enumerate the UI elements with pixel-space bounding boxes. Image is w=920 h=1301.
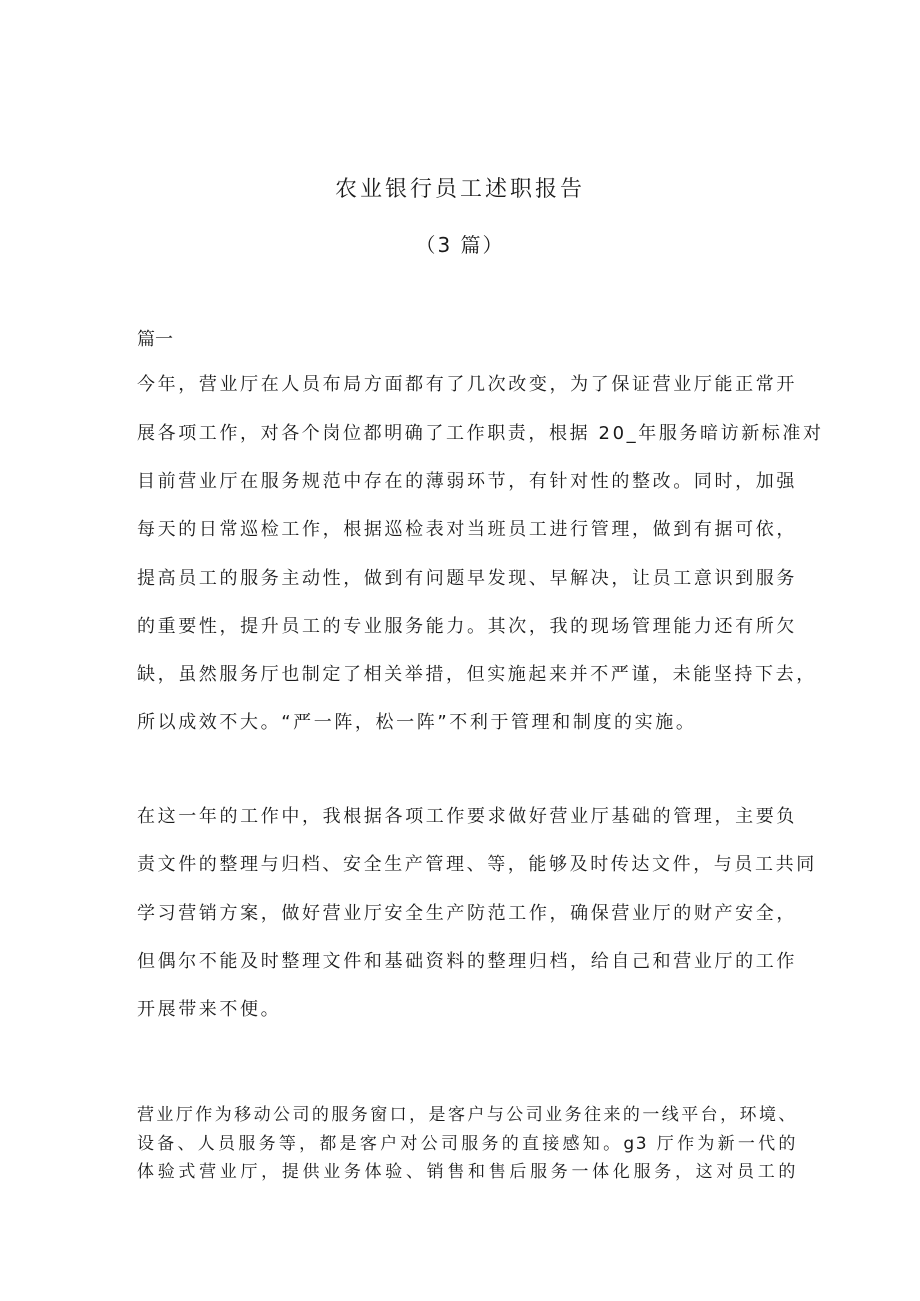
paragraph-line: 展各项工作，对各个岗位都明确了工作职责，根据 20_年服务暗访新标准对 bbox=[137, 423, 824, 444]
section-label: 篇一 bbox=[137, 329, 173, 350]
paragraph-line: 体验式营业厅，提供业务体验、销售和售后服务一体化服务，这对员工的 bbox=[137, 1162, 797, 1182]
paragraph-line: 营业厅作为移动公司的服务窗口，是客户与公司业务往来的一线平台，环境、 bbox=[137, 1105, 797, 1125]
paragraph-line: 开展带来不便。 bbox=[137, 999, 282, 1020]
document-title: 农业银行员工述职报告 bbox=[334, 177, 585, 202]
document-subtitle: （3 篇） bbox=[415, 233, 505, 257]
paragraph-line: 但偶尔不能及时整理文件和基础资料的整理归档，给自己和营业厅的工作 bbox=[137, 951, 797, 972]
paragraph-line: 缺，虽然服务厅也制定了相关举措，但实施起来并不严谨，未能坚持下去， bbox=[137, 664, 817, 685]
paragraph-line: 今年，营业厅在人员布局方面都有了几次改变，为了保证营业厅能正常开 bbox=[137, 374, 797, 395]
paragraph-line: 每天的日常巡检工作，根据巡检表对当班员工进行管理，做到有据可依， bbox=[137, 519, 797, 540]
paragraph-line: 设备、人员服务等，都是客户对公司服务的直接感知。g3 厅作为新一代的 bbox=[137, 1134, 797, 1154]
paragraph-line: 在这一年的工作中，我根据各项工作要求做好营业厅基础的管理，主要负 bbox=[137, 806, 797, 827]
paragraph-line: 提高员工的服务主动性，做到有问题早发现、早解决，让员工意识到服务 bbox=[137, 568, 797, 589]
paragraph-line: 责文件的整理与归档、安全生产管理、等，能够及时传达文件，与员工共同 bbox=[137, 854, 817, 875]
paragraph-line: 的重要性，提升员工的专业服务能力。其次，我的现场管理能力还有所欠 bbox=[137, 616, 797, 637]
paragraph-line: 目前营业厅在服务规范中存在的薄弱环节，有针对性的整改。同时，加强 bbox=[137, 471, 797, 492]
paragraph-line: 所以成效不大。“严一阵，松一阵”不利于管理和制度的实施。 bbox=[137, 712, 697, 733]
paragraph-line: 学习营销方案，做好营业厅安全生产防范工作，确保营业厅的财产安全， bbox=[137, 903, 797, 924]
